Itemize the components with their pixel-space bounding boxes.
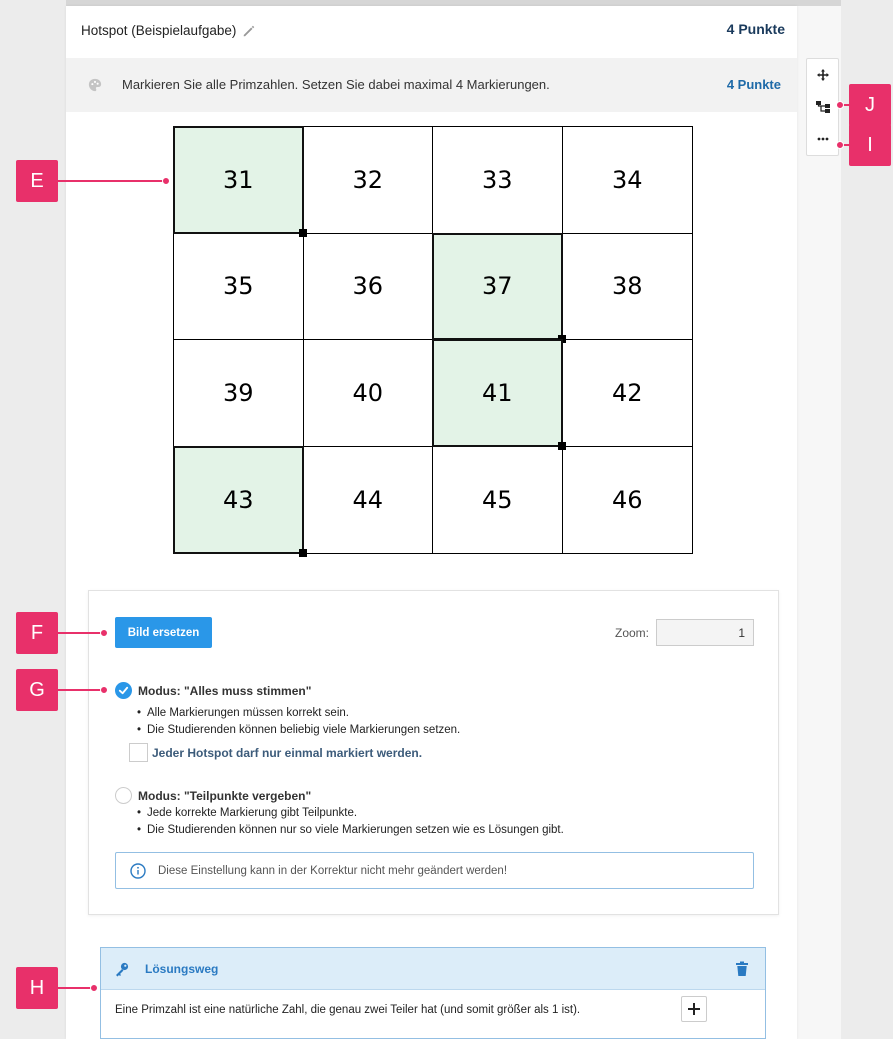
mode-all-correct[interactable] (115, 682, 311, 699)
callout-g: G (16, 669, 58, 711)
callout-g-line (58, 689, 104, 691)
grid-cell[interactable]: 34 (563, 127, 693, 234)
mode-all-correct-label: Modus: "Alles muss stimmen" (138, 683, 312, 698)
callout-g-dot (100, 686, 108, 694)
callout-f-line (58, 632, 104, 634)
callout-e-dot (162, 177, 170, 185)
callout-e: E (16, 160, 58, 202)
grid-cell[interactable] (433, 234, 563, 341)
zoom-input[interactable] (656, 619, 754, 646)
move-icon[interactable] (807, 60, 838, 90)
info-text: Diese Einstellung kann in der Korrektur nicht mehr geändert werden! (158, 864, 508, 877)
mode-partial-points-bullets (137, 807, 564, 841)
grid-cell[interactable]: 44 (304, 447, 434, 554)
solution-title: Lösungsweg (145, 962, 219, 976)
mode-all-correct-bullets (137, 707, 460, 741)
grid-cell[interactable] (174, 127, 304, 234)
grid-cell-number: 37 (481, 272, 513, 301)
single-mark-option[interactable] (129, 743, 422, 762)
question-title-text: Hotspot (Beispielaufgabe) (81, 23, 237, 38)
callout-f-dot (100, 629, 108, 637)
grid-cell[interactable]: 46 (611, 485, 643, 514)
grid-cell[interactable]: 42 (563, 340, 693, 447)
solution-header[interactable] (101, 948, 765, 990)
ellipsis-icon[interactable] (807, 124, 838, 154)
grid-cell-number: 43 (222, 485, 254, 514)
grid-cell[interactable]: 33 (433, 127, 563, 234)
bullet-item: • Alle Markierungen müssen korrekt sein. (137, 707, 460, 719)
grid-cell[interactable]: 40 (304, 340, 434, 447)
right-rail (797, 6, 841, 1039)
question-points: 4 Punkte (726, 21, 785, 37)
callout-h-line (58, 987, 94, 989)
single-mark-label: Jeder Hotspot darf nur einmal markiert werden. (152, 745, 423, 760)
instruction-bar (66, 58, 797, 112)
grid-cell[interactable]: 39 (174, 340, 304, 447)
single-mark-checkbox[interactable] (129, 743, 148, 762)
grid-cell[interactable]: 45 (433, 447, 563, 554)
callout-e-line (58, 180, 166, 182)
mode-partial-points[interactable] (115, 787, 311, 804)
element-toolbar (806, 58, 839, 156)
trash-icon[interactable] (735, 961, 749, 977)
solution-box (100, 947, 766, 1039)
solution-text: Eine Primzahl ist eine natürliche Zahl, die genau zwei Teiler hat (und somit größer als 1 ist). (115, 1004, 581, 1016)
replace-image-button[interactable]: Bild ersetzen (115, 617, 212, 648)
hotspot-settings (88, 590, 779, 915)
instruction-text: Markieren Sie alle Primzahlen. Setzen Sie dabei maximal 4 Markierungen. (122, 77, 550, 92)
palette-icon (88, 78, 102, 92)
mode-partial-points-label: Modus: "Teilpunkte vergeben" (138, 788, 312, 803)
grid-cell[interactable]: 36 (304, 234, 434, 341)
bullet-item: • Jede korrekte Markierung gibt Teilpunkte. (137, 807, 564, 819)
grid-cell[interactable]: 35 (174, 234, 304, 341)
pencil-icon[interactable] (242, 24, 256, 38)
grid-cell-number: 41 (481, 378, 513, 407)
callout-f: F (16, 612, 58, 654)
question-title (81, 23, 256, 38)
bullet-item: • Die Studierenden können nur so viele Markierungen setzen wie es Lösungen gibt. (137, 824, 564, 836)
info-notice (115, 852, 754, 889)
radio-checked-icon[interactable] (115, 682, 132, 699)
sitemap-icon[interactable] (807, 92, 838, 122)
callout-i: I (849, 124, 891, 166)
question-header (66, 6, 797, 58)
plus-icon (688, 1003, 700, 1015)
callout-h: H (16, 967, 58, 1009)
grid-cell[interactable] (433, 340, 563, 447)
callout-j-dot (836, 101, 844, 109)
radio-unchecked-icon[interactable] (115, 787, 132, 804)
instruction-points: 4 Punkte (726, 77, 781, 92)
callout-j: J (849, 84, 891, 126)
add-button[interactable] (681, 996, 707, 1022)
bullet-item: • Die Studierenden können beliebig viele Markierungen setzen. (137, 724, 460, 736)
key-icon (114, 961, 130, 977)
grid-cell[interactable] (174, 447, 304, 554)
question-panel (66, 6, 797, 1039)
zoom-label: Zoom: (615, 626, 650, 640)
grid-cell-number: 31 (222, 165, 254, 194)
callout-h-dot (90, 984, 98, 992)
hotspot-image[interactable] (173, 126, 693, 554)
grid-cell[interactable]: 32 (304, 127, 434, 234)
grid-cell[interactable]: 38 (563, 234, 693, 341)
callout-i-dot (836, 141, 844, 149)
info-icon (130, 863, 146, 879)
